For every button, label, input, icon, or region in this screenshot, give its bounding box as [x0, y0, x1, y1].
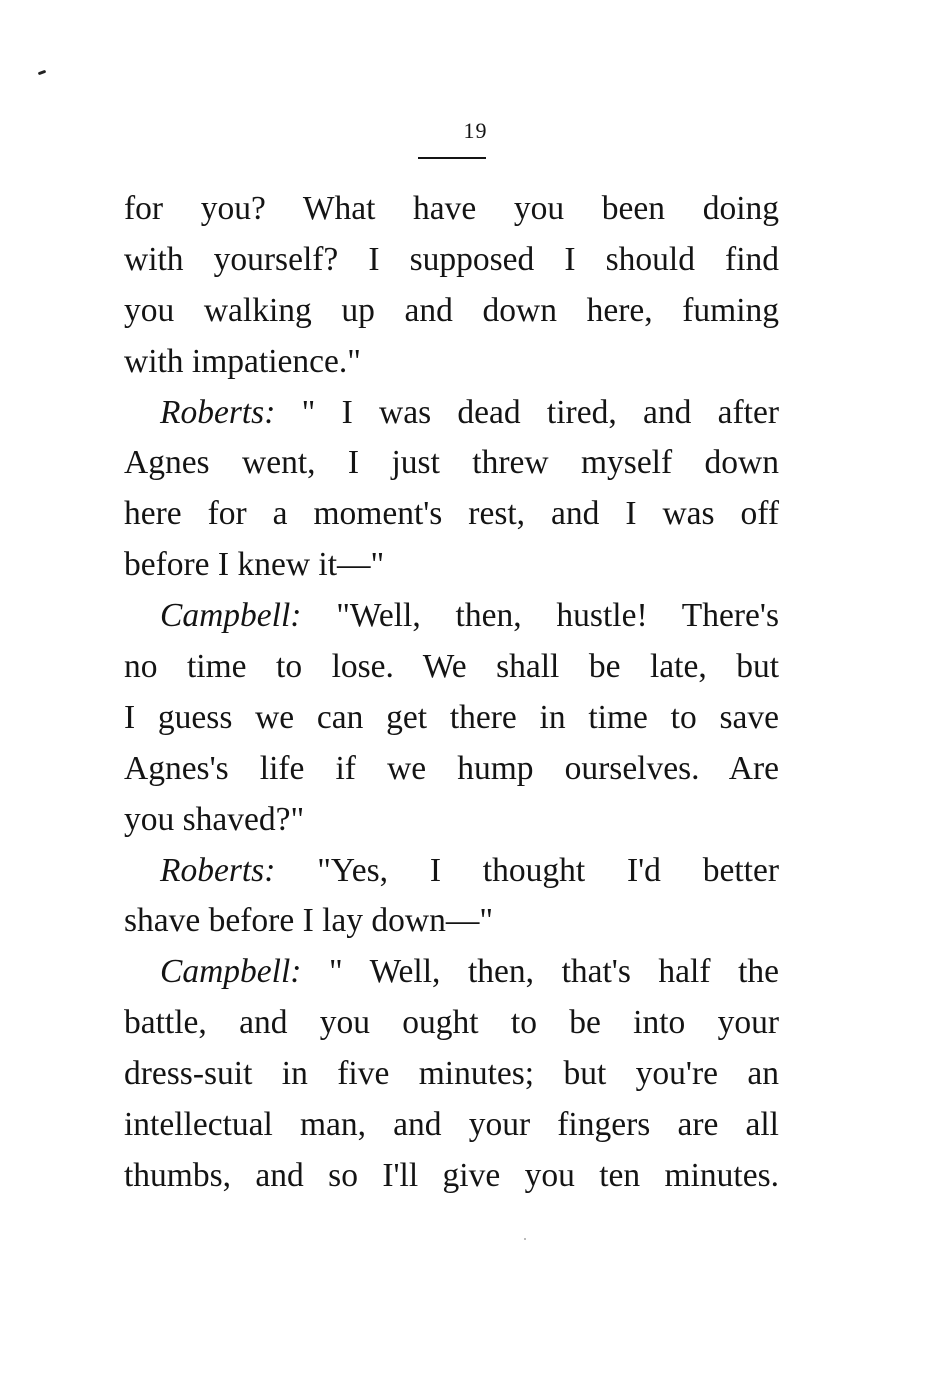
text-line: here for a moment's rest, and I was off [124, 495, 779, 533]
speaker-name: Campbell: [160, 597, 302, 635]
dialogue-line: Roberts: " I was dead tired, and after [160, 393, 779, 431]
text-line: battle, and you ought to be into your [124, 1004, 779, 1042]
text-line: no time to lose. We shall be late, but [124, 648, 779, 686]
text-line: for you? What have you been doing [124, 190, 779, 227]
text-line: before I knew it—" [124, 546, 385, 584]
text-line: I guess we can get there in time to save [124, 698, 779, 736]
text-line: you walking up and down here, fuming [124, 291, 779, 329]
dialogue-line: Campbell: "Well, then, hustle! There's [160, 597, 779, 635]
text-line: with impatience." [124, 342, 361, 380]
text-line: intellectual man, and your fingers are all [124, 1106, 779, 1144]
text-line: dress-suit in five minutes; but you're an [124, 1055, 779, 1093]
text-line: thumbs, and so I'll give you ten minutes. [124, 1156, 779, 1194]
page-number: 19 [463, 118, 488, 143]
speaker-name: Roberts: [160, 393, 276, 431]
text-line: Agnes's life if we hump ourselves. Are [124, 749, 779, 787]
ink-speck [38, 70, 47, 76]
header-rule [418, 157, 486, 159]
dialogue-line: Roberts: "Yes, I thought I'd better [160, 851, 779, 889]
dialogue-line: Campbell: " Well, then, that's half the [160, 953, 779, 991]
text-line: shave before I lay down—" [124, 902, 494, 940]
text-line: with yourself? I supposed I should find [124, 240, 779, 278]
ink-dot [524, 1238, 526, 1240]
text-line: you shaved?" [124, 800, 305, 838]
speaker-name: Campbell: [160, 953, 302, 991]
text-line: Agnes went, I just threw myself down [124, 444, 779, 482]
speaker-name: Roberts: [160, 851, 276, 889]
body-text [124, 184, 779, 1202]
